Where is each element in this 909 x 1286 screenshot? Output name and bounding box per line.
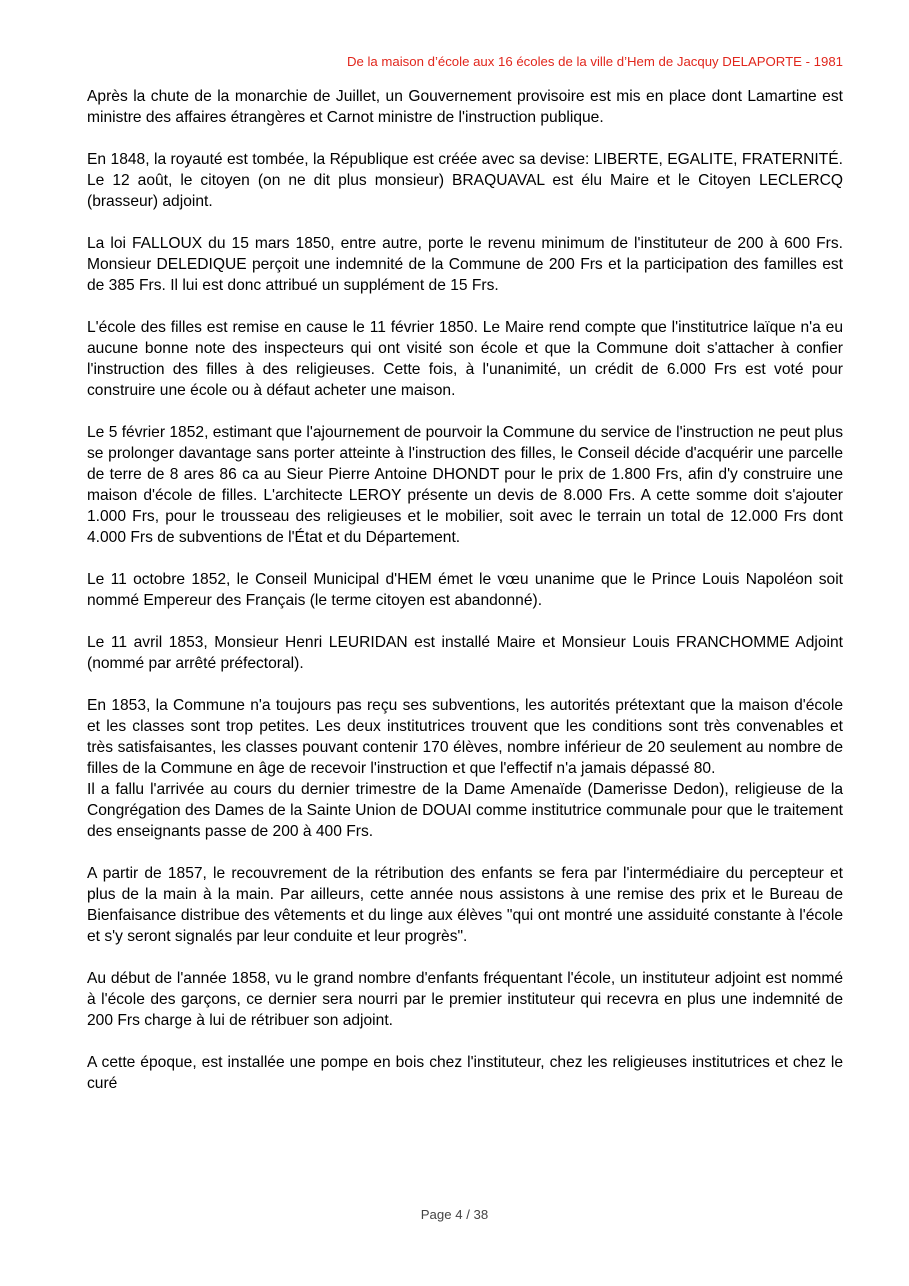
paragraph-text: Après la chute de la monarchie de Juillet, un Gouvernement provisoire est mis en place dont Lamartine est ministre des affaires étrangères et Carnot ministre de l'instruction publique. [87, 88, 843, 126]
paragraph [87, 317, 843, 401]
paragraph-text: En 1848, la royauté est tombée, la République est créée avec sa devise: LIBERTE, EGALITE, FRATERNITÉ. Le 12 août, le citoyen (on ne dit plus monsieur) BRAQUAVAL est élu Maire et le Citoyen LECLERCQ (brasseur) adjoint. [87, 151, 843, 210]
document-body [87, 86, 843, 1115]
paragraph [87, 968, 843, 1031]
page-number: Page 4 / 38 [420, 1207, 489, 1222]
paragraph-text: Le 11 avril 1853, Monsieur Henri LEURIDAN est installé Maire et Monsieur Louis FRANCHOMME Adjoint (nommé par arrêté préfectoral). [87, 634, 843, 672]
paragraph-text: L'école des filles est remise en cause le 11 février 1850. Le Maire rend compte que l'institutrice laïque n'a eu aucune bonne note des inspecteurs qui ont visité son école et que la Commune doit s'attacher à confier l'instruction des filles à des religieuses. Cette fois, à l'unanimité, un crédit de 6.000 Frs est voté pour construire une école ou à défaut acheter une maison. [87, 319, 843, 399]
paragraph [87, 422, 843, 548]
paragraph-text: La loi FALLOUX du 15 mars 1850, entre autre, porte le revenu minimum de l'instituteur de 200 à 600 Frs. Monsieur DELEDIQUE perçoit une indemnité de la Commune de 200 Frs et la participation des familles est de 385 Frs. Il lui est donc attribué un supplément de 15 Frs. [87, 235, 843, 294]
paragraph-text: A partir de 1857, le recouvrement de la rétribution des enfants se fera par l'intermédiaire du percepteur et plus de la main à la main. Par ailleurs, cette année nous assistons à une remise des prix et le Bureau de Bienfaisance distribue des vêtements et du linge aux élèves "qui ont montré une assiduité constante à l'école et s'y seront signalés par leur conduite et leur progrès". [87, 865, 843, 945]
paragraph-text: Le 11 octobre 1852, le Conseil Municipal d'HEM émet le vœu unanime que le Prince Louis Napoléon soit nommé Empereur des Français (le terme citoyen est abandonné). [87, 571, 843, 609]
paragraph [87, 233, 843, 296]
paragraph [87, 569, 843, 611]
paragraph [87, 149, 843, 212]
running-header: De la maison d’école aux 16 écoles de la ville d’Hem de Jacquy DELAPORTE - 1981 [346, 54, 843, 69]
paragraph-text: Il a fallu l'arrivée au cours du dernier trimestre de la Dame Amenaïde (Damerisse Dedon), religieuse de la Congrégation des Dames de la Sainte Union de DOUAI comme institutrice communale pour que le traitement des enseignants passe de 200 à 400 Frs. [87, 781, 843, 840]
paragraph [87, 86, 843, 128]
paragraph [87, 1052, 843, 1094]
paragraph [87, 863, 843, 947]
paragraph-text: Au début de l'année 1858, vu le grand nombre d'enfants fréquentant l'école, un instituteur adjoint est nommé à l'école des garçons, ce dernier sera nourri par le premier instituteur qui recevra en plus une indemnité de 200 Frs charge à lui de rétribuer son adjoint. [87, 970, 843, 1029]
paragraph [87, 632, 843, 674]
paragraph-text: En 1853, la Commune n'a toujours pas reçu ses subventions, les autorités prétextant que la maison d'école et les classes sont trop petites. Les deux institutrices trouvent que les conditions sont très convenables et très satisfaisantes, les classes pouvant contenir 170 élèves, nombre inférieur de 20 seulement au nombre de filles de la Commune en âge de recevoir l'instruction et que l'effectif n'a jamais dépassé 80. [87, 697, 843, 777]
paragraph [87, 695, 843, 842]
paragraph-text: Le 5 février 1852, estimant que l'ajournement de pourvoir la Commune du service de l'instruction ne peut plus se prolonger davantage sans porter atteinte à l'instruction des filles, le Conseil décide d'acquérir une parcelle de terre de 8 ares 86 ca au Sieur Pierre Antoine DHONDT pour le prix de 1.800 Frs, afin d'y construire une maison d'école de filles. L'architecte LEROY présente un devis de 8.000 Frs. A cette somme doit s'ajouter 1.000 Frs, pour le trousseau des religieuses et le mobilier, soit avec le terrain un total de 12.000 Frs dont 4.000 Frs de subventions de l'État et du Département. [87, 424, 843, 546]
paragraph-text: A cette époque, est installée une pompe en bois chez l'instituteur, chez les religieuses institutrices et chez le curé [87, 1054, 843, 1092]
